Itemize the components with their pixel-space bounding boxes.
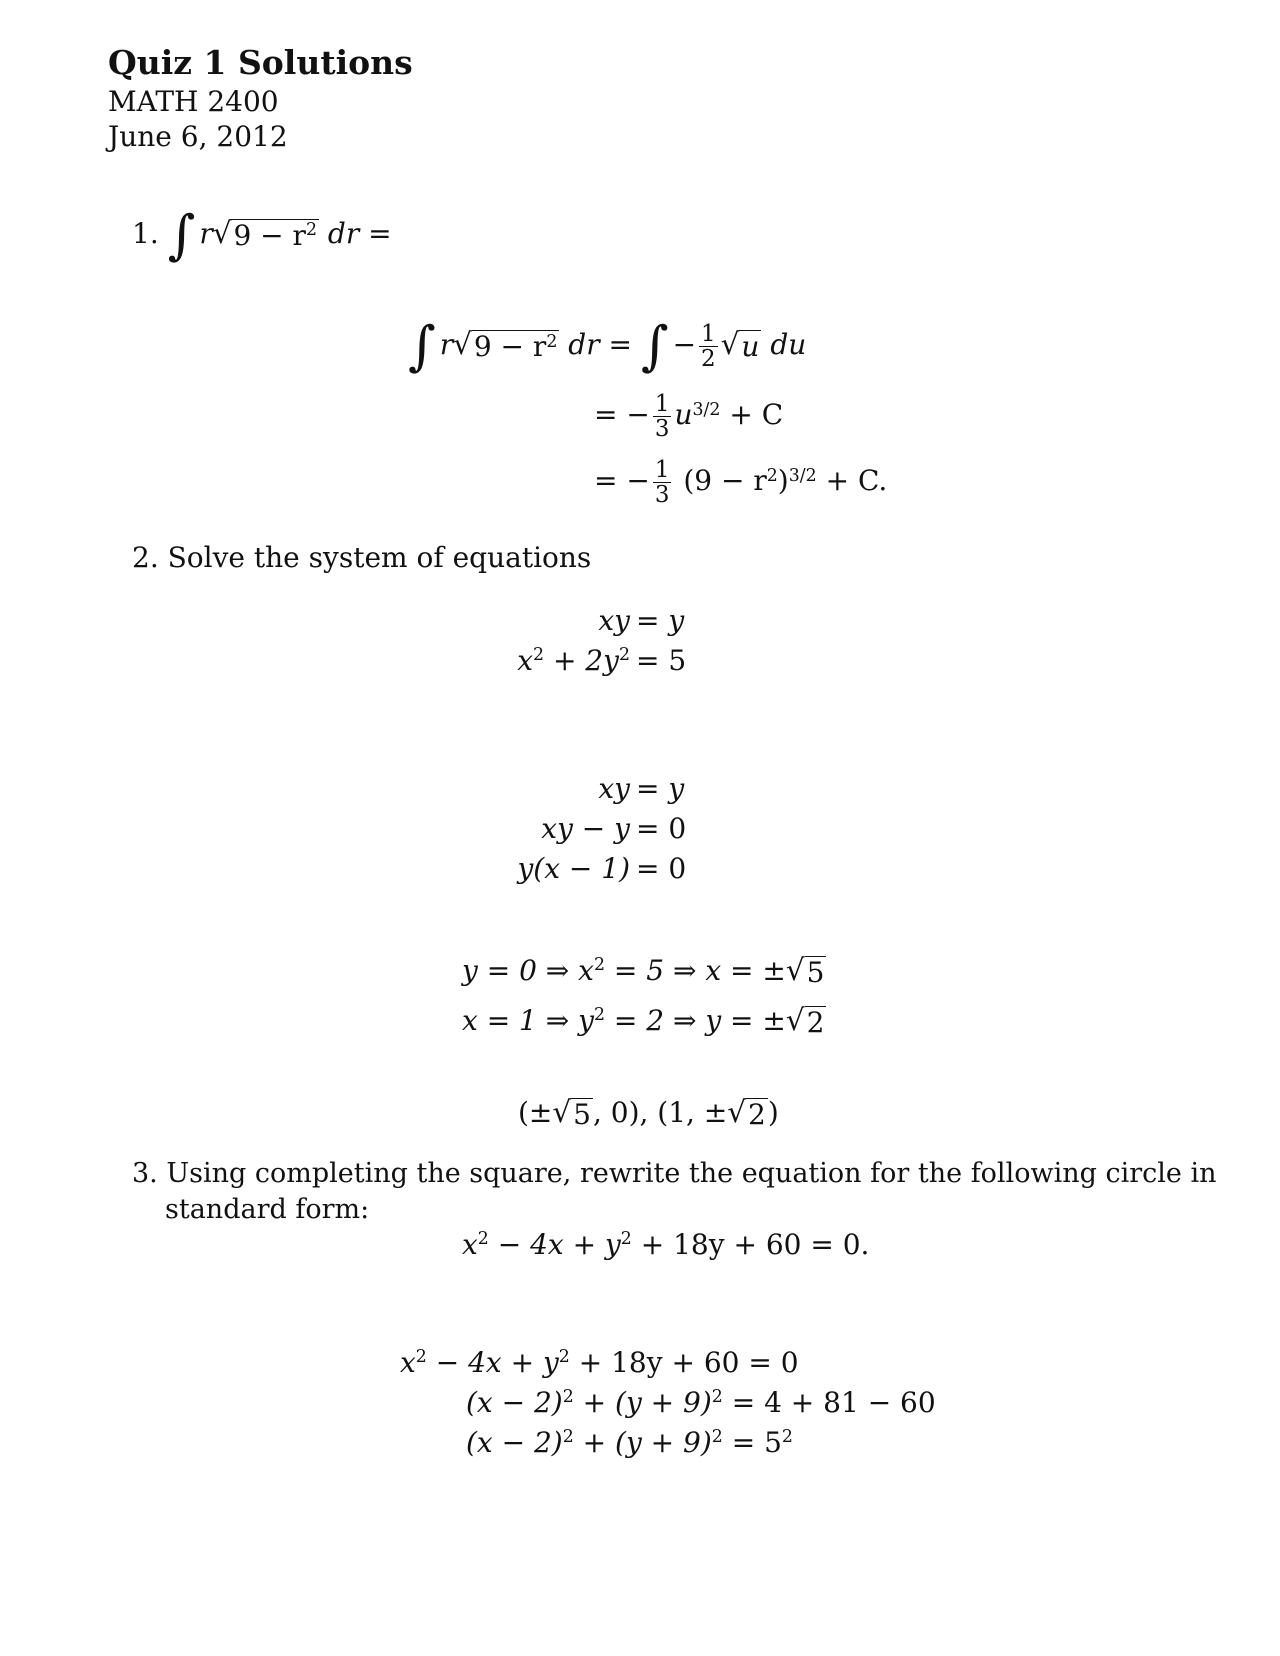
date-label: June 6, 2012 [108, 120, 288, 153]
exponent: 2 [766, 465, 778, 486]
case-text: = 5 ⇒ x = ± [605, 954, 786, 987]
exponent: 2 [618, 645, 630, 666]
problem2-heading: 2. Solve the system of equations [132, 541, 592, 574]
case-text: = 2 ⇒ y = ± [605, 1004, 786, 1037]
complete-square-line3 [466, 1426, 793, 1460]
eq-lhs: xy [598, 772, 630, 805]
term: − 4x + y [488, 1228, 621, 1261]
minus-sign: − [672, 328, 697, 362]
integral-sign-icon: ∫ [640, 315, 669, 378]
eq-rhs: = 5 [636, 644, 687, 677]
exponent: 2 [593, 1005, 605, 1026]
problem2-answer [518, 1096, 779, 1130]
radicand: 5 [806, 956, 825, 989]
sqrt-2: √ 2 [785, 1003, 825, 1039]
eq-rhs: = y [636, 604, 685, 637]
answer-text: (± [518, 1096, 553, 1129]
denominator: 3 [654, 416, 670, 443]
var-r: r [439, 328, 454, 362]
problem1-prompt-tail: dr = [327, 216, 392, 250]
term: = 4 + 81 − 60 [722, 1386, 936, 1419]
sqrt-expression: √ $9 - r^2$ [453, 327, 558, 364]
complete-square-line1 [400, 1346, 799, 1380]
numerator: 1 [654, 391, 670, 417]
radicand: 5 [573, 1098, 591, 1131]
term: + (y + 9) [573, 1386, 712, 1419]
circle-equation [462, 1228, 869, 1262]
equals-sign: = [594, 398, 618, 432]
integral-sign-icon: ∫ [167, 204, 196, 266]
radicand-u: u [741, 330, 760, 364]
term-2y: + 2y [544, 644, 619, 677]
course-label: MATH 2400 [108, 85, 279, 118]
problem1-step1 [408, 315, 807, 378]
eq-rhs: = y [636, 772, 685, 805]
exponent: 2 [562, 1427, 574, 1448]
page-title: Quiz 1 Solutions [108, 43, 413, 82]
term: + (y + 9) [573, 1426, 712, 1459]
plus-c: + C [729, 398, 784, 432]
problem1-statement [132, 204, 392, 266]
radicand: 2 [748, 1098, 766, 1131]
eq-rhs: = 0 [636, 852, 687, 885]
problem3-heading-line1: 3. Using completing the square, rewrite the equation for the following circle in [132, 1158, 1217, 1189]
du: du [770, 328, 807, 362]
exponent: 2 [546, 331, 558, 352]
fraction-one-half [699, 322, 718, 371]
case-text: x = 1 ⇒ y [462, 1004, 594, 1037]
dr-equals: dr = [568, 328, 632, 362]
complete-square-line2 [466, 1386, 936, 1420]
exponent: 3/2 [692, 399, 721, 420]
answer-text: , 0), (1, ± [592, 1096, 728, 1129]
term: + 18y + 60 = 0. [631, 1228, 870, 1261]
sqrt-5: √ 5 [785, 953, 825, 989]
problem1-step2 [594, 392, 783, 441]
denominator: 3 [654, 482, 670, 509]
var-x: x [517, 644, 533, 677]
sqrt-expression: √ $9 - r^2$ [212, 215, 317, 252]
exponent: 2 [593, 955, 605, 976]
term: (x − 2) [466, 1426, 563, 1459]
fraction-one-third [653, 392, 672, 441]
eq-lhs: y(x − 1) [517, 852, 630, 885]
eq-lhs: xy [598, 604, 630, 637]
fraction-one-third [653, 458, 672, 507]
eq-lhs: xy − y [541, 812, 630, 845]
paren-close: ) [777, 464, 789, 498]
term: − 4x + y [426, 1346, 559, 1379]
var-x: x [462, 1228, 478, 1261]
var-u: u [674, 398, 693, 432]
case-text: y = 0 ⇒ x [462, 954, 594, 987]
exponent: 2 [477, 1229, 489, 1250]
sqrt-5: √ 5 [552, 1095, 591, 1131]
sqrt-body: 9 − r [233, 218, 306, 252]
exponent: 2 [305, 220, 317, 241]
denominator: 2 [701, 346, 716, 373]
numerator: 1 [701, 321, 716, 347]
exponent: 2 [781, 1427, 793, 1448]
term: (x − 2) [466, 1386, 563, 1419]
var-x: x [400, 1346, 416, 1379]
paren-expr: (9 − r [683, 464, 767, 498]
sqrt-2: √ 2 [727, 1095, 766, 1131]
integral-sign-icon: ∫ [408, 315, 436, 378]
problem3-heading-line2: standard form: [165, 1194, 370, 1225]
eq-rhs: = 0 [636, 812, 687, 845]
problem1-step3 [594, 458, 887, 507]
exponent: 2 [711, 1427, 723, 1448]
radicand: 2 [806, 1006, 825, 1039]
numerator: 1 [654, 457, 670, 483]
var-r: r [199, 216, 213, 250]
case-y0 [462, 954, 826, 988]
exponent: 2 [711, 1387, 723, 1408]
problem1-number: 1. [132, 216, 159, 250]
sqrt-u: √ u [720, 327, 760, 364]
case-x1 [462, 1004, 826, 1038]
exponent: 2 [533, 645, 545, 666]
equals-sign: = [594, 464, 618, 498]
minus-sign: − [626, 464, 650, 498]
plus-c-final: + C. [825, 464, 888, 498]
exponent: 2 [558, 1347, 570, 1368]
term: + 18y + 60 = 0 [569, 1346, 799, 1379]
exponent: 2 [562, 1387, 574, 1408]
exponent: 2 [415, 1347, 427, 1368]
exponent: 2 [620, 1229, 632, 1250]
sqrt-body: 9 − r [473, 330, 547, 364]
answer-text: ) [767, 1096, 779, 1129]
exponent: 3/2 [788, 465, 817, 486]
minus-sign: − [626, 398, 650, 432]
term: = 5 [722, 1426, 782, 1459]
